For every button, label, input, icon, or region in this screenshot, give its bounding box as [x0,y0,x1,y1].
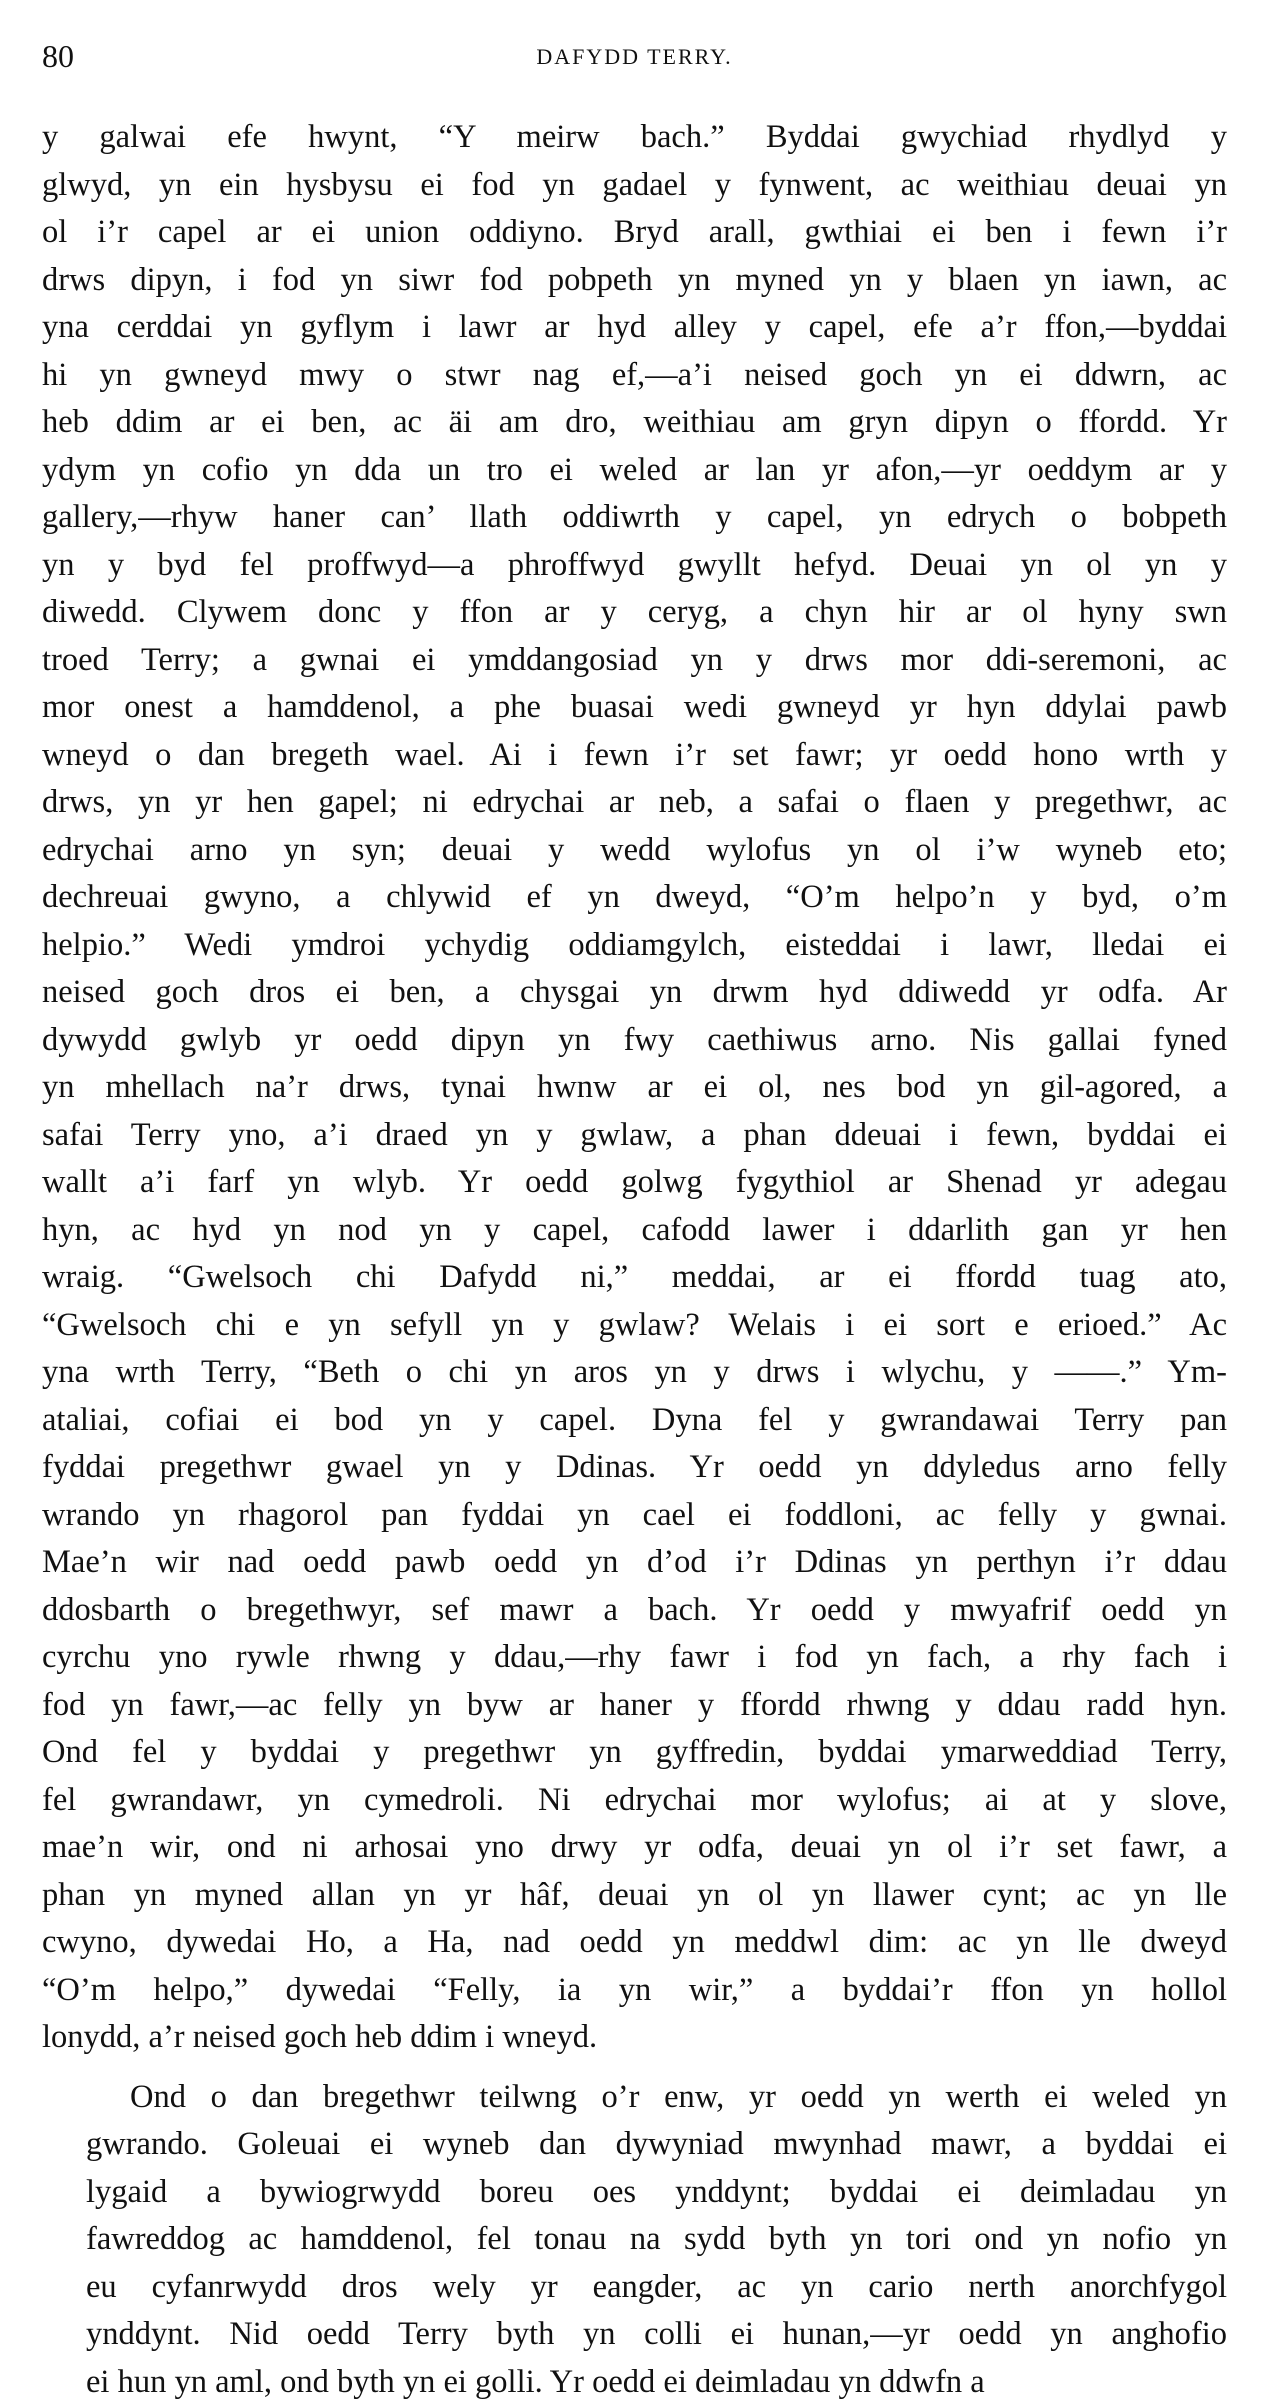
text-line: troed Terry; a gwnai ei ymddangosiad yn y drws mor ddi-seremoni, ac [42,637,1227,685]
text-line: hyn, ac hyd yn nod yn y capel, cafodd lawer i ddarlith gan yr hen [42,1207,1227,1255]
book-page [42,36,1227,2116]
running-head [42,36,1227,86]
text-line: yna wrth Terry, “Beth o chi yn aros yn y drws i wlychu, y ——.” Ym- [42,1349,1227,1397]
text-line: lonydd, a’r neised goch heb ddim i wneyd. [42,2014,1227,2062]
text-line: ol i’r capel ar ei union oddiyno. Bryd arall, gwthiai ei ben i fewn i’r [42,209,1227,257]
text-line: mae’n wir, ond ni arhosai yno drwy yr odfa, deuai yn ol i’r set fawr, a [42,1824,1227,1872]
text-line: wallt a’i farf yn wlyb. Yr oedd golwg fygythiol ar Shenad yr adegau [42,1159,1227,1207]
text-line: “O’m helpo,” dywedai “Felly, ia yn wir,” a byddai’r ffon yn hollol [42,1967,1227,2015]
running-title: DAFYDD TERRY. [42,40,1227,74]
text-line: yn mhellach na’r drws, tynai hwnw ar ei ol, nes bod yn gil-agored, a [42,1064,1227,1112]
text-line: ynddynt. Nid oedd Terry byth yn colli ei hunan,—yr oedd yn anghofio [42,2311,1227,2359]
text-line: edrychai arno yn syn; deuai y wedd wylofus yn ol i’w wyneb eto; [42,827,1227,875]
text-line: lygaid a bywiogrwydd boreu oes ynddynt; byddai ei deimladau yn [42,2169,1227,2217]
text-line: cwyno, dywedai Ho, a Ha, nad oedd yn meddwl dim: ac yn lle dweyd [42,1919,1227,1967]
text-line: drws, yn yr hen gapel; ni edrychai ar neb, a safai o flaen y pregethwr, ac [42,779,1227,827]
text-line: “Gwelsoch chi e yn sefyll yn y gwlaw? Welais i ei sort e erioed.” Ac [42,1302,1227,1350]
text-line: eu cyfanrwydd dros wely yr eangder, ac yn cario nerth anorchfygol [42,2264,1227,2312]
text-line: gallery,—rhyw haner can’ llath oddiwrth y capel, yn edrych o bobpeth [42,494,1227,542]
text-line: Ond fel y byddai y pregethwr yn gyffredin, byddai ymarweddiad Terry, [42,1729,1227,1777]
text-line: wrando yn rhagorol pan fyddai yn cael ei foddloni, ac felly y gwnai. [42,1492,1227,1540]
text-line: dywydd gwlyb yr oedd dipyn yn fwy caethiwus arno. Nis gallai fyned [42,1017,1227,1065]
text-line: drws dipyn, i fod yn siwr fod pobpeth yn myned yn y blaen yn iawn, ac [42,257,1227,305]
text-line: fod yn fawr,—ac felly yn byw ar haner y ffordd rhwng y ddau radd hyn. [42,1682,1227,1730]
text-line: heb ddim ar ei ben, ac äi am dro, weithiau am gryn dipyn o ffordd. Yr [42,399,1227,447]
paragraph-1 [42,114,1227,2062]
body-text [42,114,1227,2406]
text-line: safai Terry yno, a’i draed yn y gwlaw, a phan ddeuai i fewn, byddai ei [42,1112,1227,1160]
page-number: 80 [42,36,74,76]
text-line: gwrando. Goleuai ei wyneb dan dywyniad mwynhad mawr, a byddai ei [42,2121,1227,2169]
text-line: fel gwrandawr, yn cymedroli. Ni edrychai mor wylofus; ai at y slove, [42,1777,1227,1825]
text-line: wraig. “Gwelsoch chi Dafydd ni,” meddai, ar ei ffordd tuag ato, [42,1254,1227,1302]
text-line: hi yn gwneyd mwy o stwr nag ef,—a’i neised goch yn ei ddwrn, ac [42,352,1227,400]
text-line: neised goch dros ei ben, a chysgai yn drwm hyd ddiwedd yr odfa. Ar [42,969,1227,1017]
text-line: wneyd o dan bregeth wael. Ai i fewn i’r set fawr; yr oedd hono wrth y [42,732,1227,780]
text-line: ddosbarth o bregethwyr, sef mawr a bach. Yr oedd y mwyafrif oedd yn [42,1587,1227,1635]
text-line: cyrchu yno rywle rhwng y ddau,—rhy fawr i fod yn fach, a rhy fach i [42,1634,1227,1682]
text-line: glwyd, yn ein hysbysu ei fod yn gadael y fynwent, ac weithiau deuai yn [42,162,1227,210]
text-line: Ond o dan bregethwr teilwng o’r enw, yr oedd yn werth ei weled yn [42,2074,1227,2122]
text-line: Mae’n wir nad oedd pawb oedd yn d’od i’r Ddinas yn perthyn i’r ddau [42,1539,1227,1587]
paragraph-2 [42,2074,1227,2406]
text-line: y galwai efe hwynt, “Y meirw bach.” Byddai gwychiad rhydlyd y [42,114,1227,162]
text-line: dechreuai gwyno, a chlywid ef yn dweyd, “O’m helpo’n y byd, o’m [42,874,1227,922]
text-line: ataliai, cofiai ei bod yn y capel. Dyna fel y gwrandawai Terry pan [42,1397,1227,1445]
text-line: mor onest a hamddenol, a phe buasai wedi gwneyd yr hyn ddylai pawb [42,684,1227,732]
text-line: fawreddog ac hamddenol, fel tonau na sydd byth yn tori ond yn nofio yn [42,2216,1227,2264]
text-line: ei hun yn aml, ond byth yn ei golli. Yr oedd ei deimladau yn ddwfn a [42,2359,1227,2406]
text-line: fyddai pregethwr gwael yn y Ddinas. Yr oedd yn ddyledus arno felly [42,1444,1227,1492]
text-line: ydym yn cofio yn dda un tro ei weled ar lan yr afon,—yr oeddym ar y [42,447,1227,495]
text-line: yn y byd fel proffwyd—a phroffwyd gwyllt hefyd. Deuai yn ol yn y [42,542,1227,590]
text-line: diwedd. Clywem donc y ffon ar y ceryg, a chyn hir ar ol hyny swn [42,589,1227,637]
text-line: phan yn myned allan yn yr hâf, deuai yn ol yn llawer cynt; ac yn lle [42,1872,1227,1920]
text-line: helpio.” Wedi ymdroi ychydig oddiamgylch, eisteddai i lawr, lledai ei [42,922,1227,970]
text-line: yna cerddai yn gyflym i lawr ar hyd alley y capel, efe a’r ffon,—byddai [42,304,1227,352]
